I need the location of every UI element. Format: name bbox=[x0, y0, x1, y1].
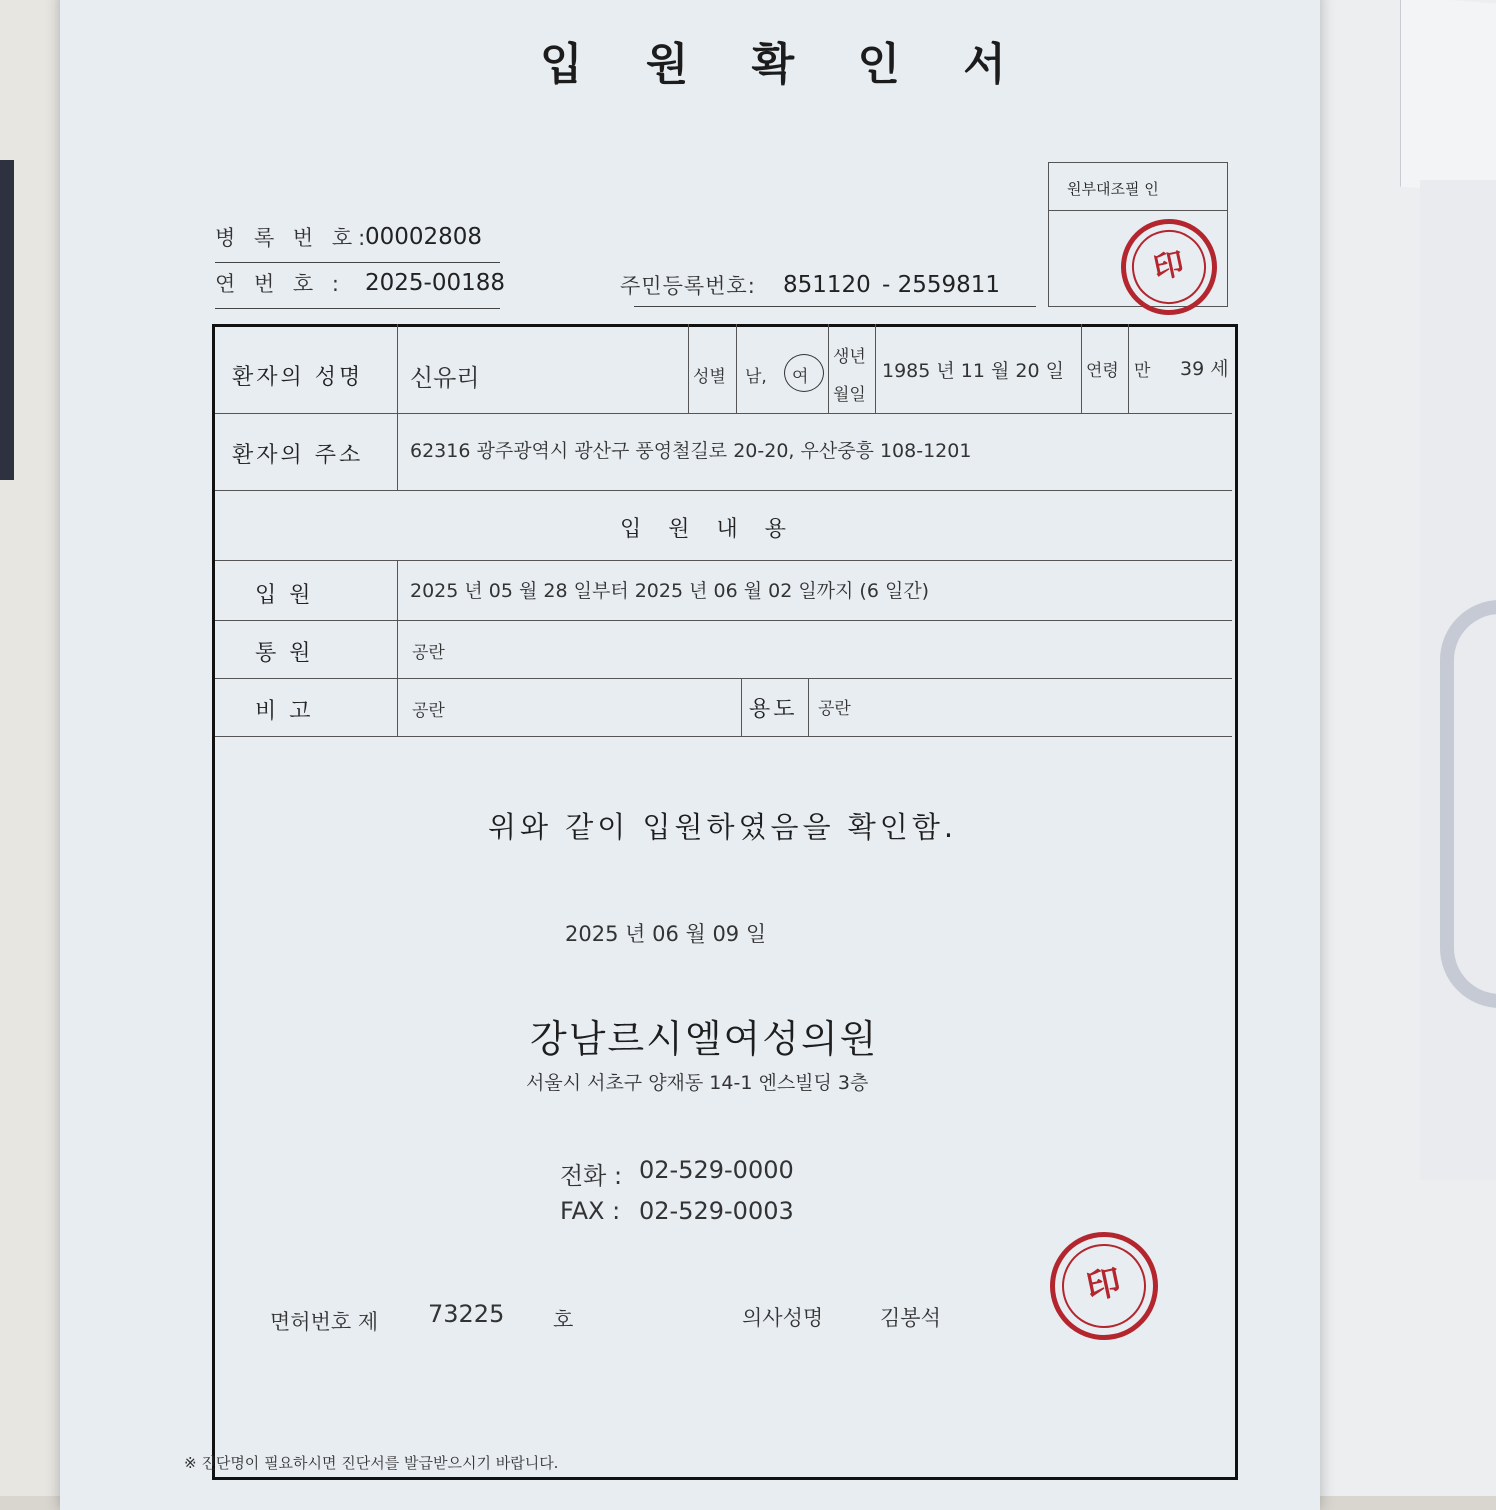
col-divider bbox=[736, 324, 737, 413]
record-number-value: 00002808 bbox=[365, 224, 483, 250]
serial-number-label: 연 번 호 : bbox=[215, 272, 345, 296]
purpose-value: 공란 bbox=[818, 699, 851, 719]
stamp-box-label: 원부대조필 인 bbox=[1049, 163, 1227, 211]
hospital-name: 강남르시엘여성의원 bbox=[530, 1017, 879, 1061]
sex-female: 여 bbox=[792, 367, 809, 387]
rrn-underline bbox=[634, 306, 1036, 307]
birth-date-value: 1985 년 11 월 20 일 bbox=[882, 360, 1064, 382]
col-divider bbox=[397, 560, 398, 736]
col-divider bbox=[688, 324, 689, 413]
row-divider bbox=[215, 413, 1232, 414]
hospital-address: 서울시 서초구 양재동 14-1 엔스빌딩 3층 bbox=[526, 1072, 869, 1094]
col-divider bbox=[397, 324, 398, 490]
row-divider bbox=[215, 736, 1232, 737]
record-number-label: 병 록 번 호: bbox=[215, 226, 372, 250]
birth-label-top: 생년 bbox=[833, 347, 866, 367]
fax-label: FAX : bbox=[560, 1197, 621, 1225]
remarks-label: 비 고 bbox=[255, 699, 314, 724]
license-number: 73225 bbox=[428, 1300, 505, 1328]
license-label: 면허번호 제 bbox=[270, 1310, 379, 1334]
patient-address-label: 환자의 주소 bbox=[232, 443, 364, 468]
serial-number-underline bbox=[215, 308, 500, 309]
birth-label-bottom: 월일 bbox=[833, 385, 866, 405]
col-divider bbox=[1128, 324, 1129, 413]
age-label: 연령 bbox=[1086, 361, 1119, 381]
hospital-seal-icon bbox=[1112, 210, 1226, 324]
background-object bbox=[0, 160, 14, 480]
col-divider bbox=[1081, 324, 1082, 413]
row-divider bbox=[215, 560, 1232, 561]
serial-number-value: 2025-00188 bbox=[365, 270, 505, 296]
outpatient-label: 통 원 bbox=[255, 641, 314, 666]
purpose-label: 용도 bbox=[749, 697, 798, 722]
row-divider bbox=[215, 678, 1232, 679]
age-prefix: 만 bbox=[1134, 361, 1151, 381]
inpatient-label: 입 원 bbox=[255, 583, 314, 608]
col-divider bbox=[875, 324, 876, 413]
seal-mark: 印 bbox=[1083, 1262, 1125, 1309]
footnote: ※ 진단명이 필요하시면 진단서를 발급받으시기 바랍니다. bbox=[184, 1454, 559, 1472]
col-divider bbox=[828, 324, 829, 413]
admission-certificate-paper bbox=[60, 0, 1320, 1510]
phone-label: 전화 : bbox=[560, 1162, 623, 1190]
inpatient-period-value: 2025 년 05 월 28 일부터 2025 년 06 월 02 일까지 (6 일간) bbox=[410, 580, 930, 602]
doctor-name-label: 의사성명 bbox=[742, 1306, 824, 1330]
rrn-back: - 2559811 bbox=[882, 272, 1001, 298]
patient-address-value: 62316 광주광역시 광산구 풍영철길로 20-20, 우산중흥 108-1201 bbox=[410, 440, 972, 462]
background-sheet bbox=[1400, 0, 1496, 193]
background-ring-decoration bbox=[1440, 600, 1496, 1008]
sex-label: 성별 bbox=[693, 367, 726, 387]
admission-section-title: 입 원 내 용 bbox=[620, 517, 796, 542]
patient-name-value: 신유리 bbox=[410, 364, 480, 392]
issue-date: 2025 년 06 월 09 일 bbox=[565, 922, 767, 946]
record-number-underline bbox=[215, 262, 500, 263]
license-suffix: 호 bbox=[553, 1308, 574, 1332]
verification-stamp-box bbox=[1048, 162, 1228, 307]
remarks-value: 공란 bbox=[412, 701, 445, 721]
outpatient-value: 공란 bbox=[412, 643, 445, 663]
patient-name-label: 환자의 성명 bbox=[232, 365, 364, 390]
col-divider bbox=[741, 678, 742, 736]
sex-male: 남, bbox=[745, 367, 767, 387]
row-divider bbox=[215, 620, 1232, 621]
fax-number: 02-529-0003 bbox=[639, 1197, 794, 1225]
age-value: 39 세 bbox=[1180, 358, 1229, 380]
col-divider bbox=[808, 678, 809, 736]
seal-mark: 印 bbox=[1150, 246, 1188, 287]
phone-number: 02-529-0000 bbox=[639, 1156, 794, 1184]
confirmation-statement: 위와 같이 입원하였음을 확인함. bbox=[488, 810, 958, 844]
rrn-front: 851120 bbox=[783, 272, 871, 298]
rrn-label: 주민등록번호: bbox=[620, 274, 756, 298]
doctor-name: 김봉석 bbox=[880, 1306, 941, 1330]
row-divider bbox=[215, 490, 1232, 491]
document-title: 입 원 확 인 서 bbox=[540, 39, 1030, 90]
